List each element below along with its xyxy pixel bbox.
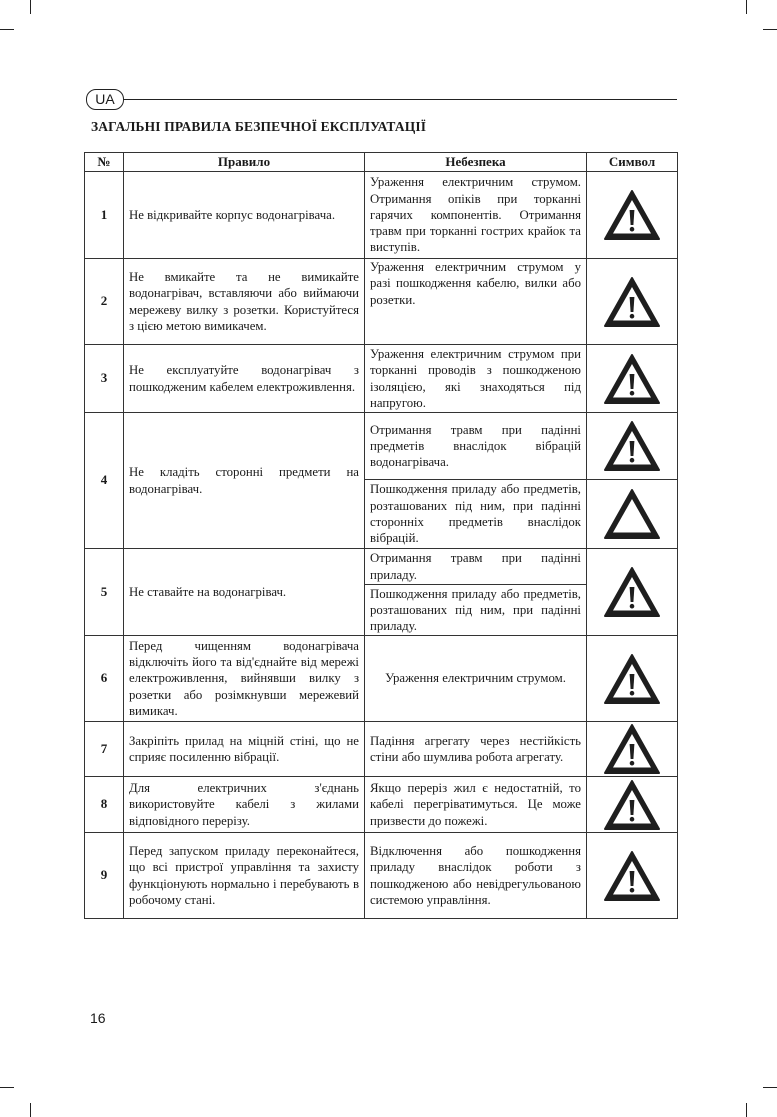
symbol-cell: [587, 636, 678, 722]
hazard-text: Отримання травм при падінні приладу.: [365, 549, 587, 585]
hazard-text: Отримання травм при падінні предметів внаслідок вібрацій водонагрівача.: [365, 413, 587, 480]
warning-triangle-icon: [587, 420, 677, 472]
row-number: 5: [85, 549, 124, 636]
hazard-text: Відключення або пошкодження приладу внаслідок роботи з пошкодженою або невідрегульованою системою управління.: [365, 833, 587, 919]
hazard-text: Ураження електричним струмом у разі пошкодження кабелю, вилки або розетки.: [365, 259, 587, 345]
safety-rules-table: [84, 152, 678, 919]
table-row: [85, 722, 678, 777]
symbol-cell: [587, 549, 678, 636]
table-row: [85, 549, 678, 585]
warning-triangle-icon: [587, 566, 677, 618]
warning-triangle-icon: [587, 353, 677, 405]
crop-mark: [763, 29, 777, 30]
crop-mark: [763, 1087, 777, 1088]
table-row: [85, 345, 678, 413]
row-number: 4: [85, 413, 124, 549]
table-row: [85, 413, 678, 480]
crop-mark: [30, 0, 31, 14]
col-header-symbol: Символ: [587, 153, 678, 172]
hazard-text: Ураження електричним струмом. Отримання опіків при торканні гарячих компонентів. Отримання травм при торканні гострих крайок та виступів.: [365, 172, 587, 259]
rule-text: Не вмикайте та не вимикайте водонагрівач, вставляючи або виймаючи мережеву вилку з розетки. Користуйтеся з цією метою вимикачем.: [124, 259, 365, 345]
table-row: [85, 172, 678, 259]
rule-text: Не експлуатуйте водонагрівач з пошкодженим кабелем електроживлення.: [124, 345, 365, 413]
symbol-cell: [587, 345, 678, 413]
crop-mark: [0, 29, 14, 30]
col-header-hazard: Небезпека: [365, 153, 587, 172]
warning-triangle-icon: [587, 850, 677, 902]
crop-mark: [30, 1103, 31, 1117]
rule-text: Перед запуском приладу переконайтеся, що всі пристрої управління та захисту функціонують нормально і перебувають в робочому стані.: [124, 833, 365, 919]
rule-text: Для електричних з'єднань використовуйте кабелі з жилами відповідного перерізу.: [124, 777, 365, 833]
language-badge: UA: [86, 89, 124, 110]
header-rule: [123, 99, 677, 100]
row-number: 2: [85, 259, 124, 345]
warning-triangle-icon: [587, 653, 677, 705]
warning-triangle-icon: [587, 276, 677, 328]
row-number: 8: [85, 777, 124, 833]
page-number: 16: [90, 1010, 106, 1026]
page-title: ЗАГАЛЬНІ ПРАВИЛА БЕЗПЕЧНОЇ ЕКСПЛУАТАЦІЇ: [91, 119, 427, 134]
symbol-cell: [587, 833, 678, 919]
row-number: 7: [85, 722, 124, 777]
symbol-cell: [587, 413, 678, 480]
col-header-rule: Правило: [124, 153, 365, 172]
warning-triangle-blank-icon: [587, 488, 677, 540]
symbol-cell: [587, 777, 678, 833]
hazard-text: Падіння агрегату через нестійкість стіни або шумлива робота агрегату.: [365, 722, 587, 777]
hazard-text: Якщо переріз жил є недостатній, то кабелі перегріватимуться. Це може призвести до пожежі.: [365, 777, 587, 833]
table-header-row: [85, 153, 678, 172]
rule-text: Не відкривайте корпус водонагрівача.: [124, 172, 365, 259]
rule-text: Перед чищенням водонагрівача відключіть його та від'єднайте від мережі електроживлення, вийнявши вилку з розетки або розімкнувши мережевий вимикач.: [124, 636, 365, 722]
warning-triangle-icon: [587, 779, 677, 831]
table-row: [85, 259, 678, 345]
hazard-text: Ураження електричним струмом при торканні проводів з пошкодженою ізоляцією, які знаходяться під напругою.: [365, 345, 587, 413]
row-number: 3: [85, 345, 124, 413]
row-number: 9: [85, 833, 124, 919]
symbol-cell: [587, 172, 678, 259]
col-header-number: №: [85, 153, 124, 172]
crop-mark: [746, 1103, 747, 1117]
symbol-cell: [587, 722, 678, 777]
row-number: 6: [85, 636, 124, 722]
hazard-text: Пошкодження приладу або предметів, розташованих під ним, при падінні приладу.: [365, 585, 587, 636]
warning-triangle-icon: [587, 723, 677, 775]
table-row: [85, 777, 678, 833]
rule-text: Не ставайте на водонагрівач.: [124, 549, 365, 636]
table-row: [85, 636, 678, 722]
symbol-cell: [587, 259, 678, 345]
hazard-text: Пошкодження приладу або предметів, розташованих під ним, при падінні сторонніх предметів внаслідок вібрацій.: [365, 480, 587, 549]
rule-text: Не кладіть сторонні предмети на водонагрівач.: [124, 413, 365, 549]
warning-triangle-icon: [587, 189, 677, 241]
symbol-cell: [587, 480, 678, 549]
rule-text: Закріпіть прилад на міцній стіні, що не сприяє посиленню вібрації.: [124, 722, 365, 777]
row-number: 1: [85, 172, 124, 259]
crop-mark: [0, 1087, 14, 1088]
crop-mark: [746, 0, 747, 14]
table-row: [85, 833, 678, 919]
hazard-text: Ураження електричним струмом.: [365, 636, 587, 722]
